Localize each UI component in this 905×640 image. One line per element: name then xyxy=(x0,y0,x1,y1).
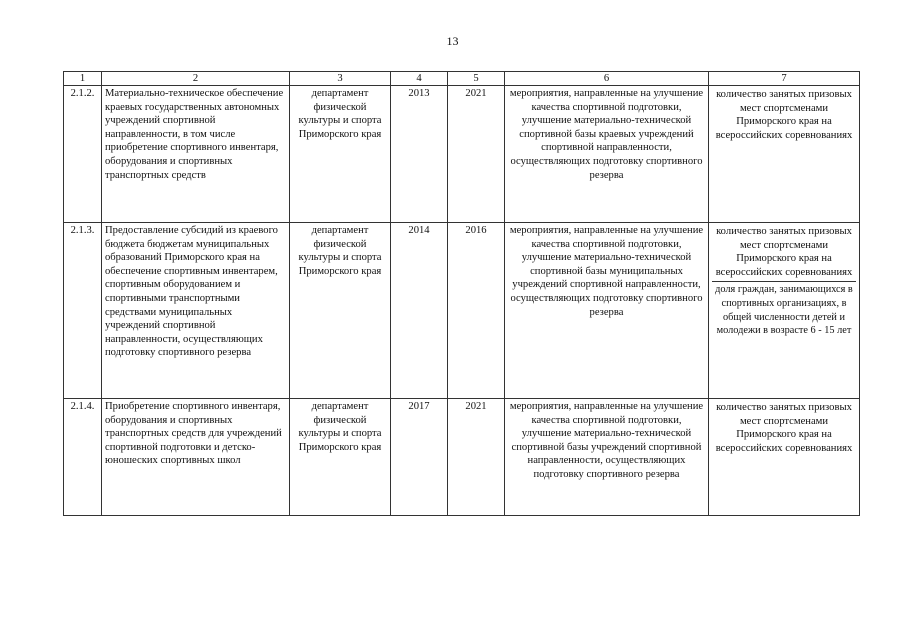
start-year: 2013 xyxy=(391,86,448,223)
page-number: 13 xyxy=(446,34,459,48)
executor: департамент физической культуры и спорта Приморского края xyxy=(290,399,391,516)
measure-name: Предоставление субсидий из краевого бюджета бюджетам муниципальных образований Приморского края на обеспечение спортивным инвентарем, спортивным оборудованием и спортивными транспортными средствами муниципальных учреждений спортивной направленности, осуществляющих подготовку спортивного резерва xyxy=(102,223,290,399)
measures-table xyxy=(63,71,860,516)
end-year: 2016 xyxy=(448,223,505,399)
indicator: количество занятых призовых мест спортсменами Приморского края на всероссийских соревнованиях xyxy=(715,89,853,141)
start-year: 2014 xyxy=(391,223,448,399)
indicators-cell xyxy=(709,223,860,399)
indicator: количество занятых призовых мест спортсменами Приморского края на всероссийских соревнованиях xyxy=(715,402,853,454)
end-year: 2021 xyxy=(448,86,505,223)
column-header: 1 xyxy=(64,72,102,86)
row-number: 2.1.2. xyxy=(64,86,102,223)
row-number: 2.1.4. xyxy=(64,399,102,516)
table-row xyxy=(64,399,860,516)
expected-result: мероприятия, направленные на улучшение качества спортивной подготовки, улучшение материально-технической спортивной базы краевых учреждений спортивной направленности, осуществляющих подготовку спортивного резерва xyxy=(505,86,709,223)
table-row xyxy=(64,223,860,399)
column-header: 3 xyxy=(290,72,391,86)
measure-name: Приобретение спортивного инвентаря, оборудования и спортивных транспортных средств для учреждений спортивной подготовки и детско-юношеских спортивных школ xyxy=(102,399,290,516)
indicators-cell xyxy=(709,86,860,223)
column-header: 5 xyxy=(448,72,505,86)
indicators-cell xyxy=(709,399,860,516)
row-number: 2.1.3. xyxy=(64,223,102,399)
indicator: количество занятых призовых мест спортсменами Приморского края на всероссийских соревнованиях xyxy=(715,226,853,278)
expected-result: мероприятия, направленные на улучшение качества спортивной подготовки, улучшение материально-технической спортивной базы учреждений спортивной направленности, осуществляющих подготовку спортивного резерва xyxy=(505,399,709,516)
column-header: 4 xyxy=(391,72,448,86)
column-header: 2 xyxy=(102,72,290,86)
start-year: 2017 xyxy=(391,399,448,516)
column-header: 7 xyxy=(709,72,860,86)
measure-name: Материально-техническое обеспечение краевых государственных автономных учреждений спортивной направленности, в том числе приобретение спортивного инвентаря, оборудования и спортивных транспортных средств xyxy=(102,86,290,223)
executor: департамент физической культуры и спорта Приморского края xyxy=(290,223,391,399)
column-header: 6 xyxy=(505,72,709,86)
end-year: 2021 xyxy=(448,399,505,516)
executor: департамент физической культуры и спорта Приморского края xyxy=(290,86,391,223)
table-row xyxy=(64,86,860,223)
table-header-row xyxy=(64,72,860,86)
expected-result: мероприятия, направленные на улучшение качества спортивной подготовки, улучшение материально-технической спортивной базы муниципальных учреждений спортивной направленности, осуществляющих подготовку спортивного резерва xyxy=(505,223,709,399)
indicator: доля граждан, занимающихся в спортивных организациях, в общей численности детей и молодежи в возрасте 6 - 15 лет xyxy=(712,281,856,339)
